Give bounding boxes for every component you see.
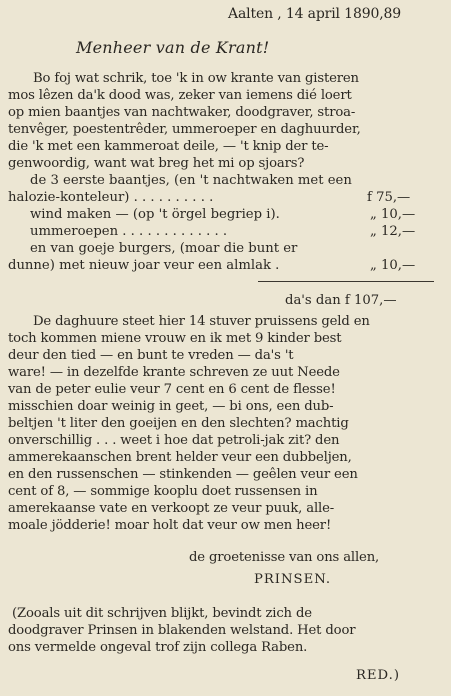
sum-rule: [258, 281, 434, 282]
cost-item-amount: „ 10,—: [370, 207, 416, 222]
cost-intro: de 3 eerste baantjes, (en 't nachtwaken met een: [30, 173, 352, 188]
cost-item-amount: „ 10,—: [370, 258, 416, 273]
text-line: mos lêzen da'k dood was, zeker van iemens dié loert: [8, 88, 352, 103]
text-line: van de peter eulie veur 7 cent en 6 cent de flesse!: [8, 382, 336, 397]
text-line: die 'k met een kammeroat deile, — 't knip der te-: [8, 139, 329, 154]
text-line: ammerekaanschen brent helder veur een dubbeljen,: [8, 450, 352, 465]
closing: de groetenisse van ons allen,: [189, 550, 380, 565]
cost-item-label: ummeroepen . . . . . . . . . . . . .: [30, 224, 228, 239]
text-line: (Zooals uit dit schrijven blijkt, bevindt zich de: [12, 606, 312, 621]
dateline: Aalten , 14 april 1890,89: [228, 6, 402, 22]
text-line: amerekaanse vate en verkoopt ze veur puuk, alle-: [8, 501, 335, 516]
text-line: cent of 8, — sommige kooplu doet russensen in: [8, 484, 318, 499]
text-line: genwoordig, want wat breg het mi op sjoars?: [8, 156, 305, 171]
text-line: deur den tied — en bunt te vreden — da's 't: [8, 348, 294, 363]
cost-total: da's dan f 107,—: [285, 293, 397, 308]
cost-item-amount: f 75,—: [367, 190, 411, 205]
text-line: ons vermelde ongeval trof zijn collega Raben.: [8, 640, 308, 655]
text-line: De daghuure steet hier 14 stuver pruissens geld en: [33, 314, 370, 329]
text-line: Bo foj wat schrik, toe 'k in ow krante van gisteren: [33, 71, 359, 86]
text-line: moale jödderie! moar holt dat veur ow men heer!: [8, 518, 332, 533]
text-line: ware! — in dezelfde krante schreven ze uut Neede: [8, 365, 340, 380]
cost-item-label: dunne) met nieuw joar veur een almlak .: [8, 258, 280, 273]
text-line: doodgraver Prinsen in blakenden welstand. Het door: [8, 623, 356, 638]
text-line: beltjen 't liter den goeijen en den slechten? machtig: [8, 416, 349, 431]
text-line: op mien baantjes van nachtwaker, doodgraver, stroa-: [8, 105, 356, 120]
editor-sign: RED.): [356, 668, 400, 683]
text-line: misschien doar weinig in geet, — bi ons, een dub-: [8, 399, 334, 414]
text-line: toch kommen miene vrouw en ik met 9 kinder best: [8, 331, 342, 346]
signature: PRINSEN.: [254, 572, 332, 587]
text-line: tenvêger, poestentrêder, ummeroeper en daghuurder,: [8, 122, 361, 137]
text-line: onverschillig . . . weet i hoe dat petroli-jak zit? den: [8, 433, 340, 448]
text-line: en den russenschen — stinkenden — geêlen veur een: [8, 467, 358, 482]
cost-item-amount: „ 12,—: [370, 224, 416, 239]
salutation: Menheer van de Krant!: [76, 38, 270, 57]
cost-item-label: halozie-konteleur) . . . . . . . . . .: [8, 190, 214, 205]
cost-item-label: en van goeje burgers, (moar die bunt er: [30, 241, 298, 256]
cost-item-label: wind maken — (op 't örgel begriep i).: [30, 207, 280, 222]
